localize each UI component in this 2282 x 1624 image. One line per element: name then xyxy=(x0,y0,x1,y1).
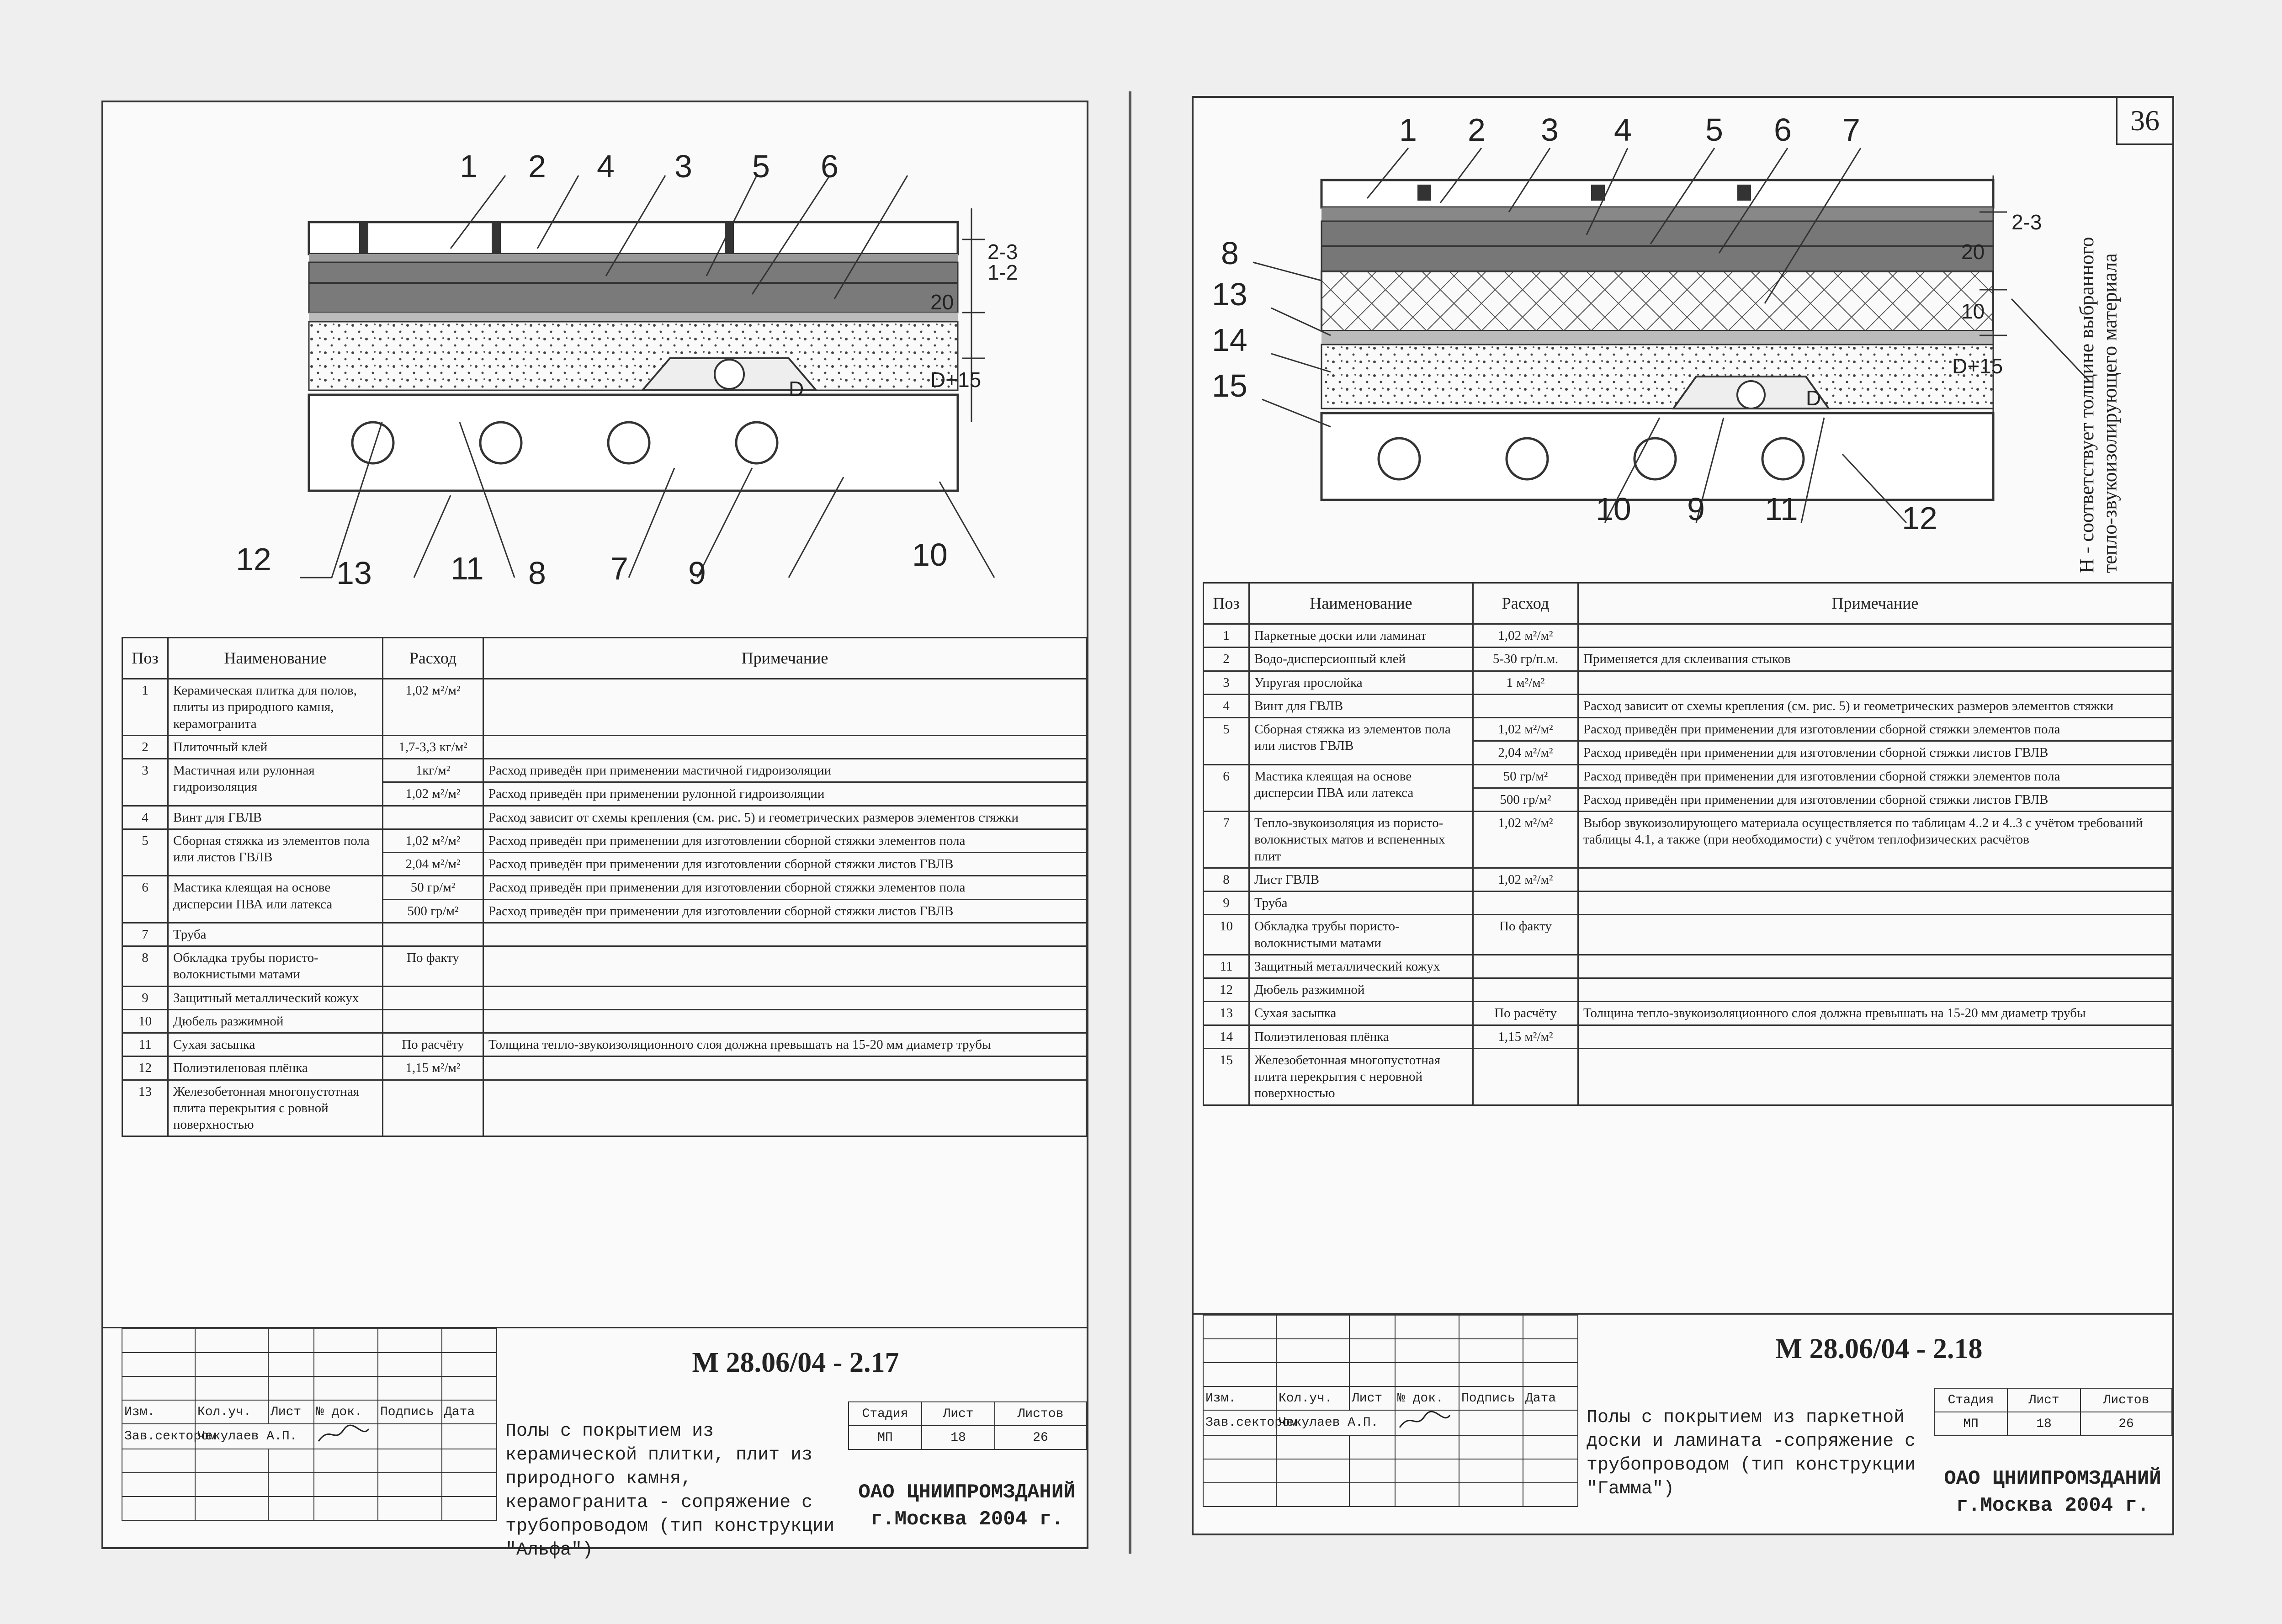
layer-number: 8 xyxy=(528,555,546,591)
cell-note: Выбор звукоизолирующего материала осуществляется по таблицам 4..2 и 4..3 с учётом требований таблицы 4.1, а также (при необходимости) с учётом теплофизических расчётов xyxy=(1578,812,2172,868)
cell-name: Труба xyxy=(1249,892,1473,915)
org-title: ОАО ЦНИИПРОМЗДАНИЙ xyxy=(1944,1467,2161,1490)
layer-number: 7 xyxy=(610,551,628,586)
cell-pos: 13 xyxy=(1204,1002,1249,1025)
cell-name: Лист ГВЛВ xyxy=(1249,868,1473,891)
cell-note xyxy=(483,679,1087,736)
cell-note: Расход приведён при применении для изготовлении сборной стяжки элементов пола xyxy=(1578,764,2172,788)
layer-number: 3 xyxy=(674,149,692,184)
col-header-qty: Расход xyxy=(1473,583,1578,624)
cell-qty: 500 гр/м² xyxy=(1473,788,1578,811)
dimension-label: 2-3 xyxy=(987,240,1018,264)
cell-note: Расход приведён при применении для изготовлении сборной стяжки листов ГВЛВ xyxy=(1578,788,2172,811)
cell-name: Защитный металлический кожух xyxy=(168,986,383,1009)
cell-note xyxy=(1578,671,2172,694)
cell-pos: 12 xyxy=(122,1056,168,1080)
cell-name: Полиэтиленовая плёнка xyxy=(168,1056,383,1080)
organization-name xyxy=(1934,1465,2171,1520)
cell-note: Применяется для склеивания стыков xyxy=(1578,647,2172,671)
cell-name: Сборная стяжка из элементов пола или листов ГВЛВ xyxy=(168,829,383,876)
cell-note: Расход приведён при применении для изготовлении сборной стяжки элементов пола xyxy=(483,829,1087,852)
rev-col-sign: Подпись xyxy=(1459,1386,1523,1410)
layer-number: 11 xyxy=(1765,491,1798,527)
cell-pos: 6 xyxy=(122,876,168,923)
rev-col-doc: № док. xyxy=(1395,1386,1459,1410)
table-row xyxy=(122,1056,1087,1080)
table-row xyxy=(1204,1048,2172,1105)
layer-number: 5 xyxy=(1705,112,1723,148)
page-number: 36 xyxy=(2116,98,2172,145)
cell-name: Водо-дисперсионный клей xyxy=(1249,647,1473,671)
drawing-sheet-left xyxy=(101,101,1088,1560)
dimension-label: 2-3 xyxy=(2011,210,2042,234)
cell-note: Толщина тепло-звукоизоляционного слоя должна превышать на 15-20 мм диаметр трубы xyxy=(483,1033,1087,1056)
layer-number: 1 xyxy=(460,149,478,184)
cell-pos: 13 xyxy=(122,1080,168,1136)
cell-pos: 4 xyxy=(1204,694,1249,717)
table-row xyxy=(122,1080,1087,1136)
title-block-right xyxy=(1194,1313,2172,1534)
cell-qty: 1,02 м²/м² xyxy=(383,829,483,852)
table-row xyxy=(122,806,1087,829)
sheets-header: Листов xyxy=(2080,1388,2172,1412)
rev-col-sign: Подпись xyxy=(378,1400,442,1424)
cell-qty: 1 м²/м² xyxy=(1473,671,1578,694)
cell-note: Расход приведён при применении для изготовлении сборной стяжки элементов пола xyxy=(483,876,1087,899)
document-title: Полы с покрытием из паркетной доски и ламината -сопряжение с трубопроводом (тип конструкции "Гамма") xyxy=(1587,1407,1916,1499)
stage-value: МП xyxy=(849,1426,922,1449)
cell-pos: 2 xyxy=(122,735,168,759)
cell-name: Керамическая плитка для полов, плиты из природного камня, керамогранита xyxy=(168,679,383,736)
table-row xyxy=(1204,624,2172,647)
stage-grid xyxy=(1934,1388,2172,1436)
layer-number: 13 xyxy=(1212,276,1247,312)
layer-number: 15 xyxy=(1212,368,1247,403)
layer-number: 12 xyxy=(236,541,271,577)
sheets-header: Листов xyxy=(995,1402,1086,1426)
cell-pos: 11 xyxy=(122,1033,168,1056)
col-header-note: Примечание xyxy=(483,638,1087,679)
cell-pos: 8 xyxy=(1204,868,1249,891)
table-row xyxy=(122,679,1087,736)
cell-qty: 1,15 м²/м² xyxy=(383,1056,483,1080)
cell-pos: 5 xyxy=(122,829,168,876)
layer-number: 7 xyxy=(1842,112,1860,148)
col-header-note: Примечание xyxy=(1578,583,2172,624)
cell-note: Расход приведён при применении мастичной гидроизоляции xyxy=(483,759,1087,782)
cell-pos: 7 xyxy=(1204,812,1249,868)
layer-number: 14 xyxy=(1212,322,1247,358)
spec-table-left xyxy=(122,637,1087,1137)
drawing-sheet-right xyxy=(1192,96,2174,1535)
cell-name: Обкладка трубы пористо-волокнистыми матами xyxy=(1249,915,1473,955)
rev-col-kol: Кол.уч. xyxy=(1276,1386,1349,1410)
dimension-label: 20 xyxy=(1961,240,1985,264)
table-row xyxy=(122,1009,1087,1033)
sheets-value: 26 xyxy=(2080,1412,2172,1436)
table-row xyxy=(1204,868,2172,891)
cell-qty xyxy=(1473,694,1578,717)
col-header-name: Наименование xyxy=(168,638,383,679)
signature-mark xyxy=(1397,1412,1452,1430)
cell-name: Дюбель разжимной xyxy=(1249,978,1473,1002)
cell-qty: 500 гр/м² xyxy=(383,899,483,923)
cell-pos: 12 xyxy=(1204,978,1249,1002)
cell-note xyxy=(483,923,1087,946)
cell-pos: 8 xyxy=(122,946,168,987)
cell-name: Упругая прослойка xyxy=(1249,671,1473,694)
revision-grid xyxy=(1203,1315,1578,1507)
title-block-left xyxy=(103,1327,1087,1560)
cell-qty: 1,02 м²/м² xyxy=(1473,812,1578,868)
table-row xyxy=(1204,764,2172,788)
rev-col-izm: Изм. xyxy=(1203,1386,1276,1410)
role-label: Зав.сектором xyxy=(122,1424,195,1449)
org-city: г.Москва 2004 г. xyxy=(870,1508,1064,1531)
spec-table-right xyxy=(1203,582,2173,1106)
cell-name: Дюбель разжимной xyxy=(168,1009,383,1033)
cell-qty: 1,02 м²/м² xyxy=(383,782,483,806)
cell-name: Мастика клеящая на основе дисперсии ПВА или латекса xyxy=(168,876,383,923)
cell-qty: 1,02 м²/м² xyxy=(1473,718,1578,741)
layer-number: 1 xyxy=(1399,112,1417,148)
cell-note xyxy=(1578,1025,2172,1048)
cell-name: Обкладка трубы пористо-волокнистыми матами xyxy=(168,946,383,987)
cell-pos: 14 xyxy=(1204,1025,1249,1048)
cell-pos: 3 xyxy=(122,759,168,806)
dimension-label: 1-2 xyxy=(987,260,1018,284)
cell-qty xyxy=(383,1009,483,1033)
cell-qty: 1,02 м²/м² xyxy=(383,679,483,736)
layer-number: 11 xyxy=(451,551,484,586)
cell-note xyxy=(1578,624,2172,647)
table-row xyxy=(1204,955,2172,978)
cell-note xyxy=(1578,978,2172,1002)
table-row xyxy=(122,986,1087,1009)
stage-header: Стадия xyxy=(849,1402,922,1426)
layer-number: 5 xyxy=(752,149,770,184)
table-row xyxy=(1204,647,2172,671)
cell-qty xyxy=(383,806,483,829)
cell-pos: 1 xyxy=(1204,624,1249,647)
table-row xyxy=(122,876,1087,899)
table-row xyxy=(1204,978,2172,1002)
table-row xyxy=(122,946,1087,987)
sheet-value: 18 xyxy=(922,1426,995,1449)
cell-note xyxy=(1578,955,2172,978)
signature xyxy=(1395,1410,1459,1435)
person-name: Чекулаев А.П. xyxy=(195,1424,314,1449)
layer-number: 2 xyxy=(528,149,546,184)
cell-name: Железобетонная многопустотная плита перекрытия с ровной поверхностью xyxy=(168,1080,383,1136)
cell-name: Плиточный клей xyxy=(168,735,383,759)
rev-col-izm: Изм. xyxy=(122,1400,195,1424)
cell-note xyxy=(1578,868,2172,891)
stage-header: Стадия xyxy=(1934,1388,2007,1412)
cell-qty: 1кг/м² xyxy=(383,759,483,782)
col-header-name: Наименование xyxy=(1249,583,1473,624)
layer-number: 6 xyxy=(821,149,839,184)
cell-qty xyxy=(383,1080,483,1136)
cell-qty xyxy=(1473,978,1578,1002)
revision-grid xyxy=(122,1328,497,1521)
cell-note xyxy=(483,986,1087,1009)
cell-qty xyxy=(1473,955,1578,978)
role-label: Зав.сектором xyxy=(1203,1410,1276,1435)
cell-name: Сухая засыпка xyxy=(1249,1002,1473,1025)
cell-pos: 7 xyxy=(122,923,168,946)
table-row xyxy=(122,735,1087,759)
layer-number: 6 xyxy=(1774,112,1792,148)
organization-name xyxy=(848,1479,1086,1534)
dimension-label: 10 xyxy=(1961,299,1985,323)
cell-qty: По расчёту xyxy=(1473,1002,1578,1025)
table-row xyxy=(1204,694,2172,717)
layer-number: 9 xyxy=(1687,491,1705,527)
org-title: ОАО ЦНИИПРОМЗДАНИЙ xyxy=(858,1481,1076,1504)
cell-note: Расход зависит от схемы крепления (см. рис. 5) и геометрических размеров элементов стяжки xyxy=(1578,694,2172,717)
layer-number: 2 xyxy=(1468,112,1486,148)
cell-pos: 15 xyxy=(1204,1048,1249,1105)
cell-note: Расход приведён при применении рулонной гидроизоляции xyxy=(483,782,1087,806)
dimension-label: D xyxy=(789,377,804,401)
cell-pos: 4 xyxy=(122,806,168,829)
page-binding-line xyxy=(1129,91,1131,1554)
cell-name: Паркетные доски или ламинат xyxy=(1249,624,1473,647)
rev-col-doc: № док. xyxy=(314,1400,378,1424)
rev-col-kol: Кол.уч. xyxy=(195,1400,268,1424)
stage-grid xyxy=(848,1401,1087,1450)
sheets-value: 26 xyxy=(995,1426,1086,1449)
thickness-note: Н - соответствует толщине выбранного тепло-звукоизолирующего материала xyxy=(2075,237,2121,573)
cell-pos: 5 xyxy=(1204,718,1249,765)
cell-note xyxy=(483,1056,1087,1080)
cell-qty: 5-30 гр/п.м. xyxy=(1473,647,1578,671)
table-row xyxy=(1204,892,2172,915)
cell-qty: 1,15 м²/м² xyxy=(1473,1025,1578,1048)
document-title: Полы с покрытием из керамической плитки, плит из природного камня, керамогранита - сопряжение с трубопроводом (тип конструкции "Альфа") xyxy=(505,1421,835,1560)
layer-number: 4 xyxy=(597,149,615,184)
cell-note xyxy=(483,735,1087,759)
layer-number: 4 xyxy=(1614,112,1632,148)
cell-name: Труба xyxy=(168,923,383,946)
cell-pos: 10 xyxy=(122,1009,168,1033)
cell-qty xyxy=(383,923,483,946)
table-row xyxy=(1204,1002,2172,1025)
cell-note: Расход приведён при применении для изготовлении сборной стяжки листов ГВЛВ xyxy=(1578,741,2172,764)
cell-name: Мастичная или рулонная гидроизоляция xyxy=(168,759,383,806)
table-row xyxy=(1204,1025,2172,1048)
cell-pos: 3 xyxy=(1204,671,1249,694)
cell-qty: По факту xyxy=(383,946,483,987)
dimension-label: D xyxy=(1806,386,1821,410)
cell-pos: 1 xyxy=(122,679,168,736)
cell-name: Тепло-звукоизоляция из пористо-волокнистых матов и вспененных плит xyxy=(1249,812,1473,868)
cell-name: Винт для ГВЛВ xyxy=(1249,694,1473,717)
cell-note xyxy=(1578,892,2172,915)
col-header-pos: Поз xyxy=(122,638,168,679)
rev-col-date: Дата xyxy=(442,1400,497,1424)
cell-note xyxy=(1578,1048,2172,1105)
cell-qty xyxy=(1473,1048,1578,1105)
sheet-value: 18 xyxy=(2007,1412,2080,1436)
layer-number: 8 xyxy=(1221,235,1239,271)
cell-pos: 9 xyxy=(122,986,168,1009)
dimension-label: 20 xyxy=(930,290,954,314)
spec-table-body xyxy=(122,679,1087,1136)
cell-qty: По расчёту xyxy=(383,1033,483,1056)
spec-table-body xyxy=(1204,624,2172,1105)
cell-pos: 11 xyxy=(1204,955,1249,978)
layer-number: 3 xyxy=(1541,112,1559,148)
col-header-pos: Поз xyxy=(1204,583,1249,624)
table-row xyxy=(122,829,1087,852)
cell-note: Расход приведён при применении для изготовлении сборной стяжки листов ГВЛВ xyxy=(483,899,1087,923)
cell-note: Расход приведён при применении для изготовлении сборной стяжки элементов пола xyxy=(1578,718,2172,741)
table-row xyxy=(122,923,1087,946)
document-code: М 28.06/04 - 2.18 xyxy=(1775,1333,1983,1364)
cell-name: Сборная стяжка из элементов пола или листов ГВЛВ xyxy=(1249,718,1473,765)
cell-name: Железобетонная многопустотная плита перекрытия с неровной поверхностью xyxy=(1249,1048,1473,1105)
org-city: г.Москва 2004 г. xyxy=(1956,1494,2149,1518)
cell-qty: 1,02 м²/м² xyxy=(1473,868,1578,891)
cell-note xyxy=(1578,915,2172,955)
signature xyxy=(314,1424,378,1449)
rev-col-list: Лист xyxy=(268,1400,314,1424)
cell-name: Сухая засыпка xyxy=(168,1033,383,1056)
cell-qty: По факту xyxy=(1473,915,1578,955)
signature-mark xyxy=(316,1425,371,1444)
cell-pos: 6 xyxy=(1204,764,1249,812)
cell-name: Мастика клеящая на основе дисперсии ПВА или латекса xyxy=(1249,764,1473,812)
cell-qty: 1,7-3,3 кг/м² xyxy=(383,735,483,759)
cell-note: Расход зависит от схемы крепления (см. рис. 5) и геометрических размеров элементов стяжки xyxy=(483,806,1087,829)
table-row xyxy=(1204,671,2172,694)
table-row xyxy=(122,1033,1087,1056)
cell-pos: 2 xyxy=(1204,647,1249,671)
cell-qty xyxy=(1473,892,1578,915)
table-row xyxy=(1204,718,2172,741)
cell-note: Расход приведён при применении для изготовлении сборной стяжки листов ГВЛВ xyxy=(483,853,1087,876)
cell-name: Винт для ГВЛВ xyxy=(168,806,383,829)
cell-note: Толщина тепло-звукоизоляционного слоя должна превышать на 15-20 мм диаметр трубы xyxy=(1578,1002,2172,1025)
rev-col-list: Лист xyxy=(1349,1386,1395,1410)
table-row xyxy=(1204,915,2172,955)
floor-section-drawing-gamma xyxy=(1194,98,2172,582)
cell-name: Защитный металлический кожух xyxy=(1249,955,1473,978)
table-row xyxy=(1204,812,2172,868)
layer-number: 10 xyxy=(912,537,948,573)
cell-qty: 1,02 м²/м² xyxy=(1473,624,1578,647)
cell-qty: 2,04 м²/м² xyxy=(383,853,483,876)
cell-note xyxy=(483,1009,1087,1033)
cell-qty: 50 гр/м² xyxy=(383,876,483,899)
dimension-label: D+15 xyxy=(930,368,982,392)
dimension-label: D+15 xyxy=(1952,354,2003,378)
rev-col-date: Дата xyxy=(1523,1386,1578,1410)
cell-name: Полиэтиленовая плёнка xyxy=(1249,1025,1473,1048)
cell-qty xyxy=(383,986,483,1009)
sheet-header: Лист xyxy=(2007,1388,2080,1412)
document-code: М 28.06/04 - 2.17 xyxy=(692,1347,899,1378)
col-header-qty: Расход xyxy=(383,638,483,679)
cell-qty: 50 гр/м² xyxy=(1473,764,1578,788)
layer-number: 13 xyxy=(336,555,372,591)
cell-note xyxy=(483,946,1087,987)
cell-pos: 10 xyxy=(1204,915,1249,955)
cell-pos: 9 xyxy=(1204,892,1249,915)
sheet-header: Лист xyxy=(922,1402,995,1426)
layer-number: 10 xyxy=(1596,491,1631,527)
cell-qty: 2,04 м²/м² xyxy=(1473,741,1578,764)
table-row xyxy=(122,759,1087,782)
person-name: Чекулаев А.П. xyxy=(1276,1410,1395,1435)
layer-number: 12 xyxy=(1902,500,1937,536)
stage-value: МП xyxy=(1934,1412,2007,1436)
cell-note xyxy=(483,1080,1087,1136)
layer-number: 9 xyxy=(688,555,706,591)
